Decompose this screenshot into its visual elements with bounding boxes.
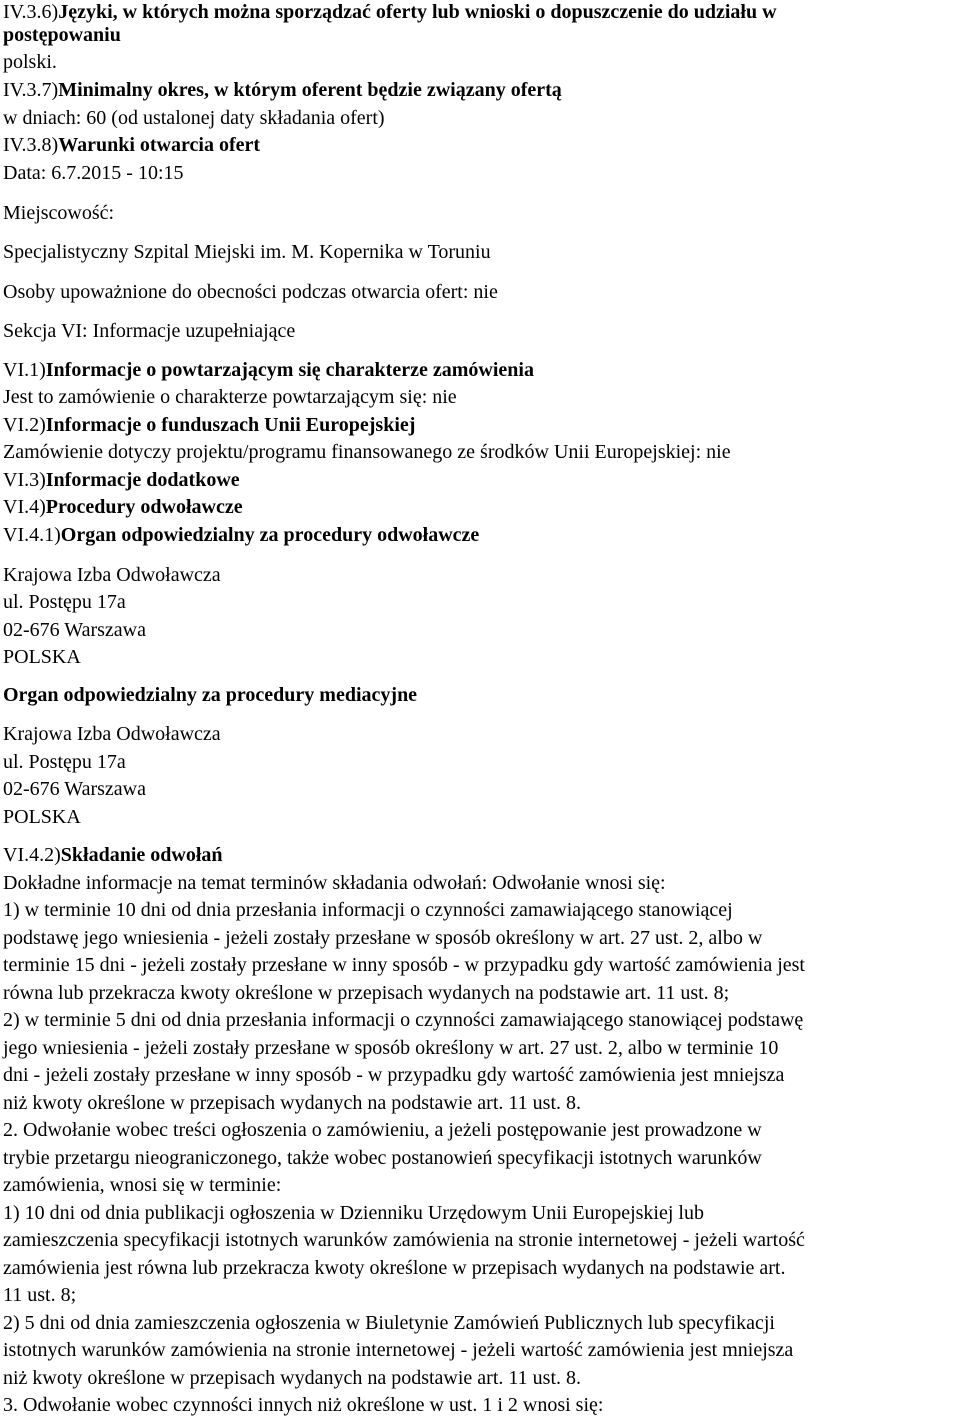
appeal-body-street: ul. Postępu 17a xyxy=(3,591,126,613)
recurring-value: Jest to zamówienie o charakterze powtarzającym się: nie xyxy=(3,386,457,408)
binding-period-value: w dniach: 60 (od ustalonej daty składania ofert) xyxy=(3,107,385,129)
appeal-text-line: niż kwoty określone w przepisach wydanych na podstawie art. 11 ust. 8. xyxy=(3,1092,581,1114)
heading-iv-3-8: IV.3.8)Warunki otwarcia ofert xyxy=(3,134,261,156)
appeal-text-line: niż kwoty określone w przepisach wydanych na podstawie art. 11 ust. 8. xyxy=(3,1367,581,1389)
appeal-text-line: terminie 15 dni - jeżeli zostały przesłane w inny sposób - w przypadku gdy wartość zamówienia jest xyxy=(3,954,805,976)
heading-vi-4-2: VI.4.2)Składanie odwołań xyxy=(3,844,223,866)
mediation-body-name: Krajowa Izba Odwoławcza xyxy=(3,723,221,745)
heading-vi-4: VI.4)Procedury odwoławcze xyxy=(3,496,243,518)
appeal-text-line: 1) 10 dni od dnia publikacji ogłoszenia w Dzienniku Urzędowym Unii Europejskiej lub xyxy=(3,1202,704,1224)
appeal-text-line: dni - jeżeli zostały przesłane w inny sposób - w przypadku gdy wartość zamówienia jest mniejsza xyxy=(3,1064,785,1086)
mediation-body-street: ul. Postępu 17a xyxy=(3,751,126,773)
appeal-text-line: równa lub przekracza kwoty określone w przepisach wydanych na podstawie art. 11 ust. 8; xyxy=(3,982,730,1004)
appeal-text-line: Dokładne informacje na temat terminów składania odwołań: Odwołanie wnosi się: xyxy=(3,872,666,894)
place-label: Miejscowość: xyxy=(3,202,115,224)
authorized-persons: Osoby upoważnione do obecności podczas otwarcia ofert: nie xyxy=(3,281,498,303)
appeal-text-line: 1) w terminie 10 dni od dnia przesłania informacji o czynności zamawiającego stanowiącej xyxy=(3,899,733,921)
heading-vi-2: VI.2)Informacje o funduszach Unii Europejskiej xyxy=(3,414,416,436)
appeal-text-line: trybie przetargu nieograniczonego, także wobec postanowień specyfikacji istotnych warunków xyxy=(3,1147,762,1169)
eu-funds-value: Zamówienie dotyczy projektu/programu finansowanego ze środków Unii Europejskiej: nie xyxy=(3,441,731,463)
heading-vi-3: VI.3)Informacje dodatkowe xyxy=(3,469,240,491)
appeal-text-line: zamieszczenia specyfikacji istotnych warunków zamówienia na stronie internetowej - jeżeli wartość xyxy=(3,1229,805,1251)
heading-vi-1: VI.1)Informacje o powtarzającym się charakterze zamówienia xyxy=(3,359,534,381)
appeal-text-line: zamówienia jest równa lub przekracza kwoty określone w przepisach wydanych na podstawie art. xyxy=(3,1257,786,1279)
mediation-body-city: 02-676 Warszawa xyxy=(3,778,146,800)
appeal-text-line: 2) 5 dni od dnia zamieszczenia ogłoszenia w Biuletynie Zamówień Publicznych lub specyfikacji xyxy=(3,1312,775,1334)
appeal-text-line: 11 ust. 8; xyxy=(3,1284,77,1306)
heading-iv-3-6-cont: postępowaniu xyxy=(3,24,121,46)
opening-date: Data: 6.7.2015 - 10:15 xyxy=(3,162,184,184)
appeal-text-line: 3. Odwołanie wobec czynności innych niż określone w ust. 1 i 2 wnosi się: xyxy=(3,1394,604,1416)
heading-iv-3-6: IV.3.6)Języki, w których można sporządzać oferty lub wnioski o dopuszczenie do udziału w xyxy=(3,1,777,23)
heading-iv-3-7: IV.3.7)Minimalny okres, w którym oferent będzie związany ofertą xyxy=(3,79,562,101)
appeal-text-line: istotnych warunków zamówienia na stronie internetowej - jeżeli wartość zamówienia jest mniejsza xyxy=(3,1339,794,1361)
heading-mediation: Organ odpowiedzialny za procedury mediacyjne xyxy=(3,684,418,706)
mediation-body-country: POLSKA xyxy=(3,806,81,828)
appeal-text-line: 2. Odwołanie wobec treści ogłoszenia o zamówieniu, a jeżeli postępowanie jest prowadzone w xyxy=(3,1119,762,1141)
place-value: Specjalistyczny Szpital Miejski im. M. Kopernika w Toruniu xyxy=(3,241,491,263)
appeal-body-country: POLSKA xyxy=(3,646,81,668)
appeal-text-line: zamówienia, wnosi się w terminie: xyxy=(3,1174,282,1196)
appeal-text-line: 2) w terminie 5 dni od dnia przesłania informacji o czynności zamawiającego stanowiącej podstawę xyxy=(3,1009,804,1031)
appeal-text-line: jego wniesienia - jeżeli zostały przesłane w sposób określony w art. 27 ust. 2, albo w terminie 10 xyxy=(3,1037,779,1059)
appeal-text-line: podstawę jego wniesienia - jeżeli zostały przesłane w sposób określony w art. 27 ust. 2, albo w xyxy=(3,927,763,949)
appeal-body-city: 02-676 Warszawa xyxy=(3,619,146,641)
languages-value: polski. xyxy=(3,51,57,73)
appeal-body-name: Krajowa Izba Odwoławcza xyxy=(3,564,221,586)
heading-vi-4-1: VI.4.1)Organ odpowiedzialny za procedury odwoławcze xyxy=(3,524,480,546)
section-vi-title: Sekcja VI: Informacje uzupełniające xyxy=(3,320,296,342)
